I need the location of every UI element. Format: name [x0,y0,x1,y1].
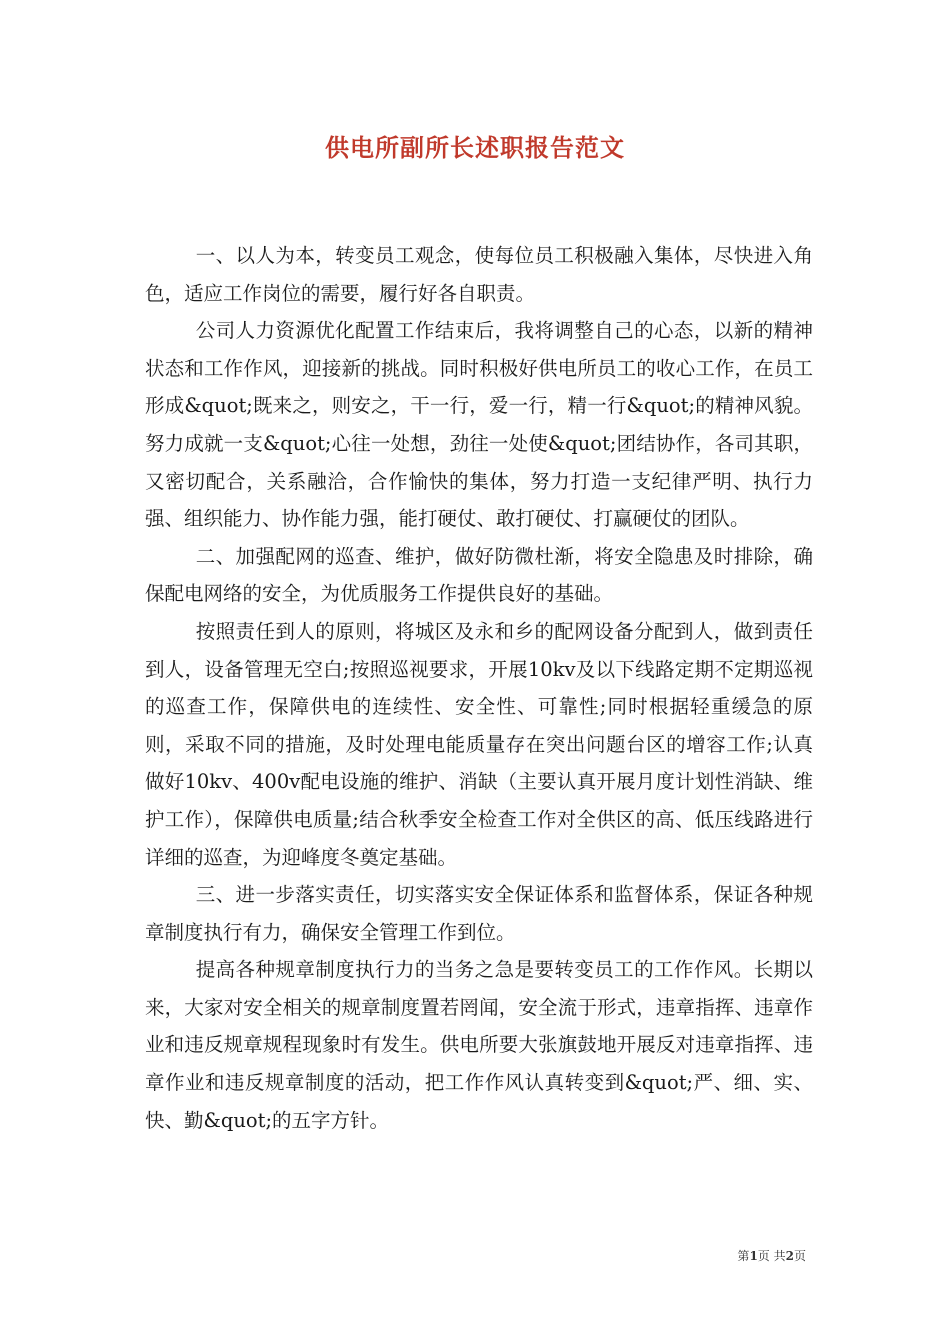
footer-suffix: 页 [793,1249,806,1263]
footer-prefix: 第 [737,1249,750,1263]
paragraph-5: 三、进一步落实责任，切实落实安全保证体系和监督体系，保证各种规章制度执行有力，确保安全管理工作到位。 [145,883,813,944]
footer-middle: 页 共 [757,1249,786,1263]
current-page-number: 1 [749,1249,758,1263]
paragraph-1: 一、以人为本，转变员工观念，使每位员工积极融入集体，尽快进入角色，适应工作岗位的需要，履行好各自职责。 [145,244,813,305]
paragraph-2: 公司人力资源优化配置工作结束后，我将调整自己的心态，以新的精神状态和工作作风，迎接新的挑战。同时积极好供电所员工的收心工作，在员工形成&quot;既来之，则安之，干一行，爱一行，精一行&quot;的精神风貌。努力成就一支&quot;心往一处想，劲往一处使&quot;团结协作，各司其职，又密切配合，关系融洽，合作愉快的集体，努力打造一支纪律严明、执行力强、组织能力、协作能力强，能打硬仗、敢打硬仗、打赢硬仗的团队。 [145,319,813,531]
paragraph-4: 按照责任到人的原则，将城区及永和乡的配网设备分配到人，做到责任到人，设备管理无空白;按照巡视要求，开展10kv及以下线路定期不定期巡视的巡查工作，保障供电的连续性、安全性、可靠性;同时根据轻重缓急的原则，采取不同的措施，及时处理电能质量存在突出问题台区的增容工作;认真做好10kv、400v配电设施的维护、消缺（主要认真开展月度计划性消缺、维护工作），保障供电质量;结合秋季安全检查工作对全供区的高、低压线路进行详细的巡查，为迎峰度冬奠定基础。 [145,619,813,869]
paragraph-6: 提高各种规章制度执行力的当务之急是要转变员工的工作作风。长期以来，大家对安全相关的规章制度置若罔闻，安全流于形式，违章指挥、违章作业和违反规章规程现象时有发生。供电所要大张旗鼓地开展反对违章指挥、违章作业和违反规章制度的活动，把工作作风认真转变到&quot;严、细、实、快、勤&quot;的五字方针。 [145,958,813,1132]
page-number-footer [0,1247,806,1265]
total-page-number: 2 [785,1249,794,1263]
paragraph-3: 二、加强配网的巡查、维护，做好防微杜渐，将安全隐患及时排除，确保配电网络的安全，为优质服务工作提供良好的基础。 [145,544,813,606]
document-body [145,237,813,1139]
document-title: 供电所副所长述职报告范文 [325,133,625,162]
